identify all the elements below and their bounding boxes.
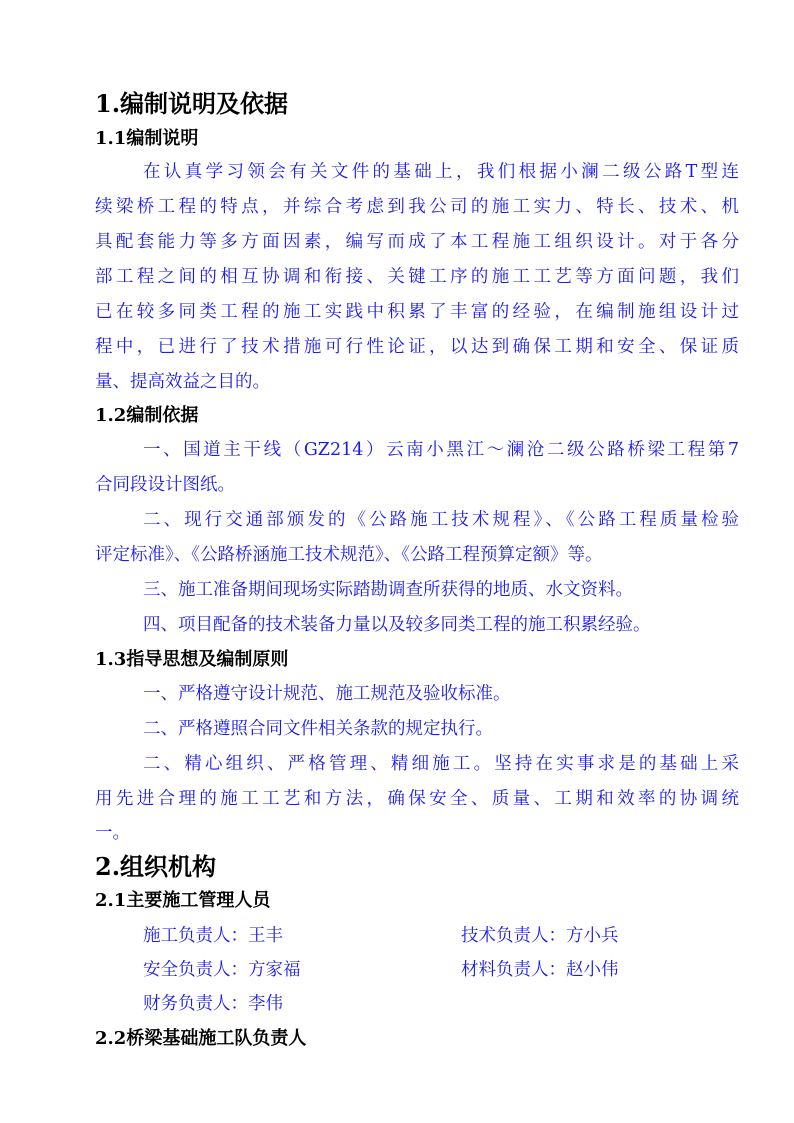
list-item-line: 二、精心组织、严格管理、精细施工。坚持在实事求是的基础上采: [143, 754, 739, 774]
section-2-1-title: 2.1主要施工管理人员: [95, 890, 271, 911]
staff-finance-lead: 财务负责人：李伟: [143, 994, 283, 1014]
section-1-1-title: 1.1编制说明: [95, 128, 199, 149]
paragraph-line: 已在较多同类工程的施工实践中积累了丰富的经验，在编制施组设计过: [95, 302, 739, 322]
list-item-line: 评定标准》、《公路桥涵施工技术规范》、《公路工程预算定额》等。: [95, 545, 603, 565]
list-item: 二、严格遵照合同文件相关条款的规定执行。: [143, 719, 493, 739]
staff-material-lead: 材料负责人：赵小伟: [461, 960, 619, 980]
list-item-line: 一。: [95, 823, 130, 843]
staff-construction-lead: 施工负责人：王丰: [143, 926, 283, 946]
section-2-2-title: 2.2桥梁基础施工队负责人: [95, 1028, 307, 1049]
staff-safety-lead: 安全负责人：方家福: [143, 960, 301, 980]
section-2-title: 2.组织机构: [95, 852, 217, 881]
list-item: 四、项目配备的技术装备力量以及较多同类工程的施工积累经验。: [143, 615, 651, 635]
paragraph-line: 程中，已进行了技术措施可行性论证，以达到确保工期和安全、保证质: [95, 337, 739, 357]
section-1-3-title: 1.3指导思想及编制原则: [95, 649, 289, 670]
paragraph-line: 在认真学习领会有关文件的基础上，我们根据小澜二级公路T型连: [143, 162, 739, 182]
paragraph-line: 具配套能力等多方面因素，编写而成了本工程施工组织设计。对于各分: [95, 232, 739, 252]
section-1-2-title: 1.2编制依据: [95, 405, 199, 426]
list-item-line: 合同段设计图纸。: [95, 475, 235, 495]
section-1-title: 1.编制说明及依据: [95, 89, 289, 118]
list-item-line: 一、国道主干线（GZ214）云南小黑江～澜沧二级公路桥梁工程第7: [143, 440, 739, 460]
paragraph-line: 续梁桥工程的特点，并综合考虑到我公司的施工实力、特长、技术、机: [95, 197, 739, 217]
list-item-line: 用先进合理的施工工艺和方法，确保安全、质量、工期和效率的协调统: [95, 789, 739, 809]
paragraph-line: 量、提高效益之目的。: [95, 372, 270, 392]
list-item: 三、施工准备期间现场实际踏勘调查所获得的地质、水文资料。: [143, 580, 633, 600]
list-item: 一、严格遵守设计规范、施工规范及验收标准。: [143, 684, 511, 704]
list-item-line: 二、现行交通部颁发的《公路施工技术规程》、《公路工程质量检验: [143, 510, 739, 530]
paragraph-line: 部工程之间的相互协调和衔接、关键工序的施工工艺等方面问题，我们: [95, 267, 739, 287]
staff-tech-lead: 技术负责人：方小兵: [461, 926, 619, 946]
